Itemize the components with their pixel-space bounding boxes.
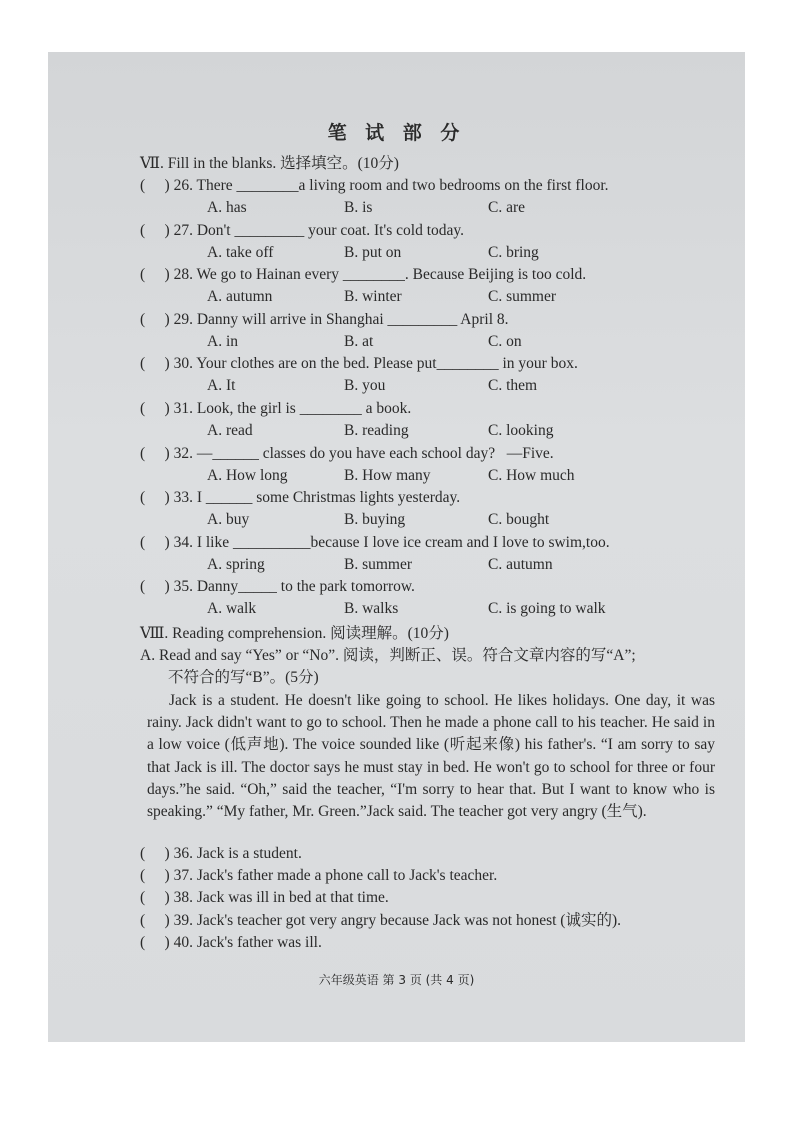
- question-31-option-a: A. read: [207, 422, 253, 439]
- question-31-option-c: C. looking: [488, 422, 554, 439]
- instruction-line-1: A. Read and say “Yes” or “No”. 阅读，判断正、误。符合文章内容的写“A”;: [140, 647, 636, 664]
- reading-passage: Jack is a student. He doesn't like going to school. He likes holidays. One day, it was rainy. Jack didn't want to go to school. Then he made a phone call to his teacher. He said in a low voice (低声地). The voice sounded like (听起来像) his father's. “I am sorry to say that Jack is ill. The doctor says he must stay in bed. He won't go to school for three or four days.”he said. “Oh,” said the teacher, “I'm sorry to hear that. But I want to know who is speaking.” “My father, Mr. Green.”Jack said. The teacher got very angry (生气).: [147, 692, 715, 821]
- question-33-option-a: A. buy: [207, 511, 250, 529]
- page-footer: 六年级英语 第 3 页 (共 4 页): [318, 973, 475, 987]
- question-34-stem: ( ) 34. I like __________because I love ice cream and I love to swim,too.: [140, 533, 610, 551]
- question-30-option-b: B. you: [344, 377, 386, 395]
- statement-37: ( ) 37. Jack's father made a phone call to Jack's teacher.: [140, 867, 498, 885]
- question-28-option-a: A. autumn: [207, 288, 273, 306]
- question-35-option-b: B. walks: [344, 600, 399, 618]
- question-34-option-a: A. spring: [207, 555, 265, 573]
- question-33-stem: ( ) 33. I ______ some Christmas lights yesterday.: [140, 489, 461, 507]
- question-33-option-b: B. buying: [344, 511, 406, 529]
- statement-38: ( ) 38. Jack was ill in bed at that time.: [140, 889, 389, 907]
- question-27-option-a: A. take off: [207, 243, 274, 261]
- question-32-stem: ( ) 32. —______ classes do you have each school day? —Five.: [140, 444, 554, 462]
- question-34-option-b: B. summer: [344, 555, 413, 573]
- question-29-stem: ( ) 29. Danny will arrive in Shanghai _________ April 8.: [140, 310, 509, 328]
- instruction-line-2: 不符合的写“B”。(5分): [168, 669, 319, 686]
- question-27-option-b: B. put on: [344, 243, 402, 261]
- question-29-option-a: A. in: [207, 332, 238, 350]
- question-30-option-a: A. It: [207, 377, 236, 395]
- question-26-option-a: A. has: [207, 199, 247, 216]
- question-31-option-b: B. reading: [344, 422, 409, 439]
- statement-36: ( ) 36. Jack is a student.: [140, 845, 302, 862]
- question-32-option-c: C. How much: [488, 466, 575, 484]
- question-34-option-c: C. autumn: [488, 555, 553, 573]
- question-29-option-c: C. on: [488, 332, 522, 350]
- question-32-option-b: B. How many: [344, 466, 431, 484]
- question-30-stem: ( ) 30. Your clothes are on the bed. Please put________ in your box.: [140, 355, 578, 373]
- question-30-option-c: C. them: [488, 377, 538, 395]
- statement-40: ( ) 40. Jack's father was ill.: [140, 933, 322, 951]
- question-26-stem: ( ) 26. There ________a living room and two bedrooms on the first floor.: [140, 177, 609, 194]
- statement-39: ( ) 39. Jack's teacher got very angry because Jack was not honest (诚实的).: [140, 911, 621, 929]
- question-31-stem: ( ) 31. Look, the girl is ________ a book.: [140, 400, 412, 417]
- question-28-stem: ( ) 28. We go to Hainan every ________. Because Beijing is too cold.: [140, 266, 587, 284]
- section-8-heading: Ⅷ. Reading comprehension. 阅读理解。(10分): [140, 625, 449, 642]
- question-28-option-c: C. summer: [488, 288, 557, 306]
- question-28-option-b: B. winter: [344, 288, 402, 306]
- question-33-option-c: C. bought: [488, 511, 550, 529]
- exam-page: [48, 52, 745, 1042]
- question-26-option-c: C. are: [488, 199, 526, 216]
- question-27-option-c: C. bring: [488, 243, 539, 261]
- question-27-stem: ( ) 27. Don't _________ your coat. It's cold today.: [140, 221, 465, 239]
- question-32-option-a: A. How long: [207, 466, 288, 484]
- question-26-option-b: B. is: [344, 199, 373, 216]
- page-title: 笔 试 部 分: [327, 122, 466, 144]
- question-35-stem: ( ) 35. Danny_____ to the park tomorrow.: [140, 578, 415, 596]
- question-35-option-a: A. walk: [207, 600, 257, 618]
- question-35-option-c: C. is going to walk: [488, 600, 606, 618]
- section-7-heading: Ⅶ. Fill in the blanks. 选择填空。(10分): [140, 155, 399, 172]
- question-29-option-b: B. at: [344, 332, 374, 350]
